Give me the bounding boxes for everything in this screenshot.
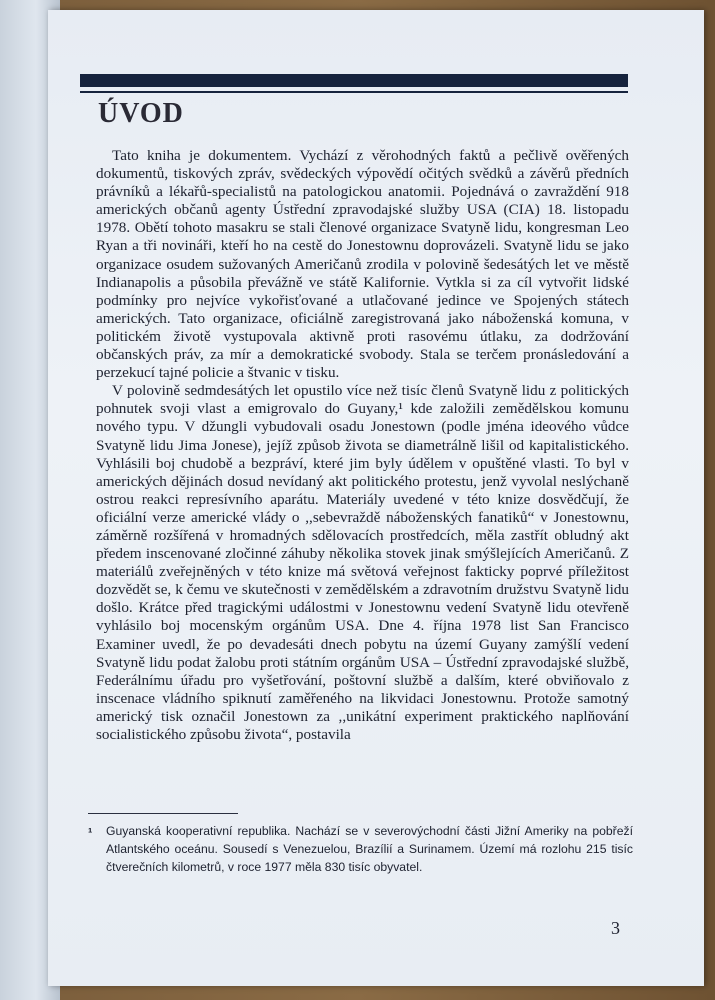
body-text bbox=[96, 147, 629, 744]
book-page bbox=[48, 10, 704, 986]
footnote-rule bbox=[88, 813, 238, 814]
header-rule-thick bbox=[80, 74, 628, 87]
paragraph-1: Tato kniha je dokumentem. Vychází z věrohodných faktů a pečlivě ověřených dokumentů, tiskových zpráv, svědeckých výpovědí očitých svědků a závěrů předních právníků a lékařů-specialistů na patologickou anatomii. Pojednává o zavraždění 918 amerických občanů agenty Ústřední zpravodajské služby USA (CIA) 18. listopadu 1978. Obětí tohoto masakru se stali členové organizace Svatyně lidu, kongresman Leo Ryan a tři novináři, kteří ho na cestě do Jonestownu doprovázeli. Svatyně lidu se jako organizace osudem sužovaných Američanů zrodila v polovině šedesátých let ve městě Indianapolis a působila převážně ve státě Kalifornie. Vytkla si za cíl vytvořit lidské podmínky pro nejvíce vykořisťované a utlačované jedince ve Spojených státech amerických. Tato organizace, oficiálně zaregistrovaná jako náboženská komuna, v politickém životě vystupovala aktivně proti rasovému útlaku, za dodržování občanských práv, za mír a demokratické svobody. Stala se terčem pronásledování a perzekucí tajné policie a štvanic v tisku. bbox=[96, 147, 629, 382]
page-number: 3 bbox=[611, 918, 620, 938]
paragraph-2: V polovině sedmdesátých let opustilo více než tisíc členů Svatyně lidu z politických pohnutek svoji vlast a emigrovalo do Guyany,¹ kde založili zemědělskou komunu nového typu. V džungli vybudovali osadu Jonestown (podle jména ideového vůdce Svatyně lidu Jima Jonese), jejíž způsob života se diametrálně lišil od kapitalistického. Vyhlásili boj chudobě a bezpráví, které jim byly údělem v opuštěné vlasti. To byl v amerických dějinách dosud nevídaný akt politického protestu, jenž vyvolal neslýchaně ostrou reakci represívního aparátu. Materiály uvedené v této knize dosvědčují, že oficiální verze americké vlády o ,,sebevraždě náboženských fanatiků“ v Jonestownu, záměrně rozšířená v hromadných sdělovacích prostředcích, měla zastřít obludný akt předem inscenované zločinné záhuby několika stovek jinak smýšlejících Američanů. Z materiálů zveřejněných v této knize má světová veřejnost fakticky poprvé příležitost dozvědět se, k čemu ve skutečnosti v zemědělském a zdravotním družstvu Svatyně lidu došlo. Krátce před tragickými událostmi v Jonestownu vedení Svatyně lidu otevřeně vyhlásilo boj mocenským orgánům USA. Dne 4. října 1978 list San Francisco Examiner uvedl, že po devadesáti dnech pobytu na území Guyany zamýšlí vedení Svatyně lidu podat žalobu proti státním orgánům USA – Ústřední zpravodajské službě, Federálnímu úřadu pro vyšetřování, poštovní službě a dalším, které obviňovalo z inscenace vládního spiknutí zaměřeného na likvidaci Jonestownu. Protože samotný americký tisk označil Jonestown za ,,unikátní experiment praktického naplňování socialistického způsobu života“, postavila bbox=[96, 382, 629, 743]
footnote-text: Guyanská kooperativní republika. Nachází se v severovýchodní části Jižní Ameriky na pobřeží Atlantského oceánu. Sousedí s Venezuelou, Brazílií a Surinamem. Území má rozlohu 215 tisíc čtverečních kilometrů, v roce 1977 měla 830 tisíc obyvatel. bbox=[106, 824, 633, 874]
footnote bbox=[88, 822, 633, 876]
chapter-heading: ÚVOD bbox=[98, 98, 184, 129]
header-rule-thin bbox=[80, 91, 628, 93]
footnote-marker: ¹ bbox=[88, 825, 93, 840]
